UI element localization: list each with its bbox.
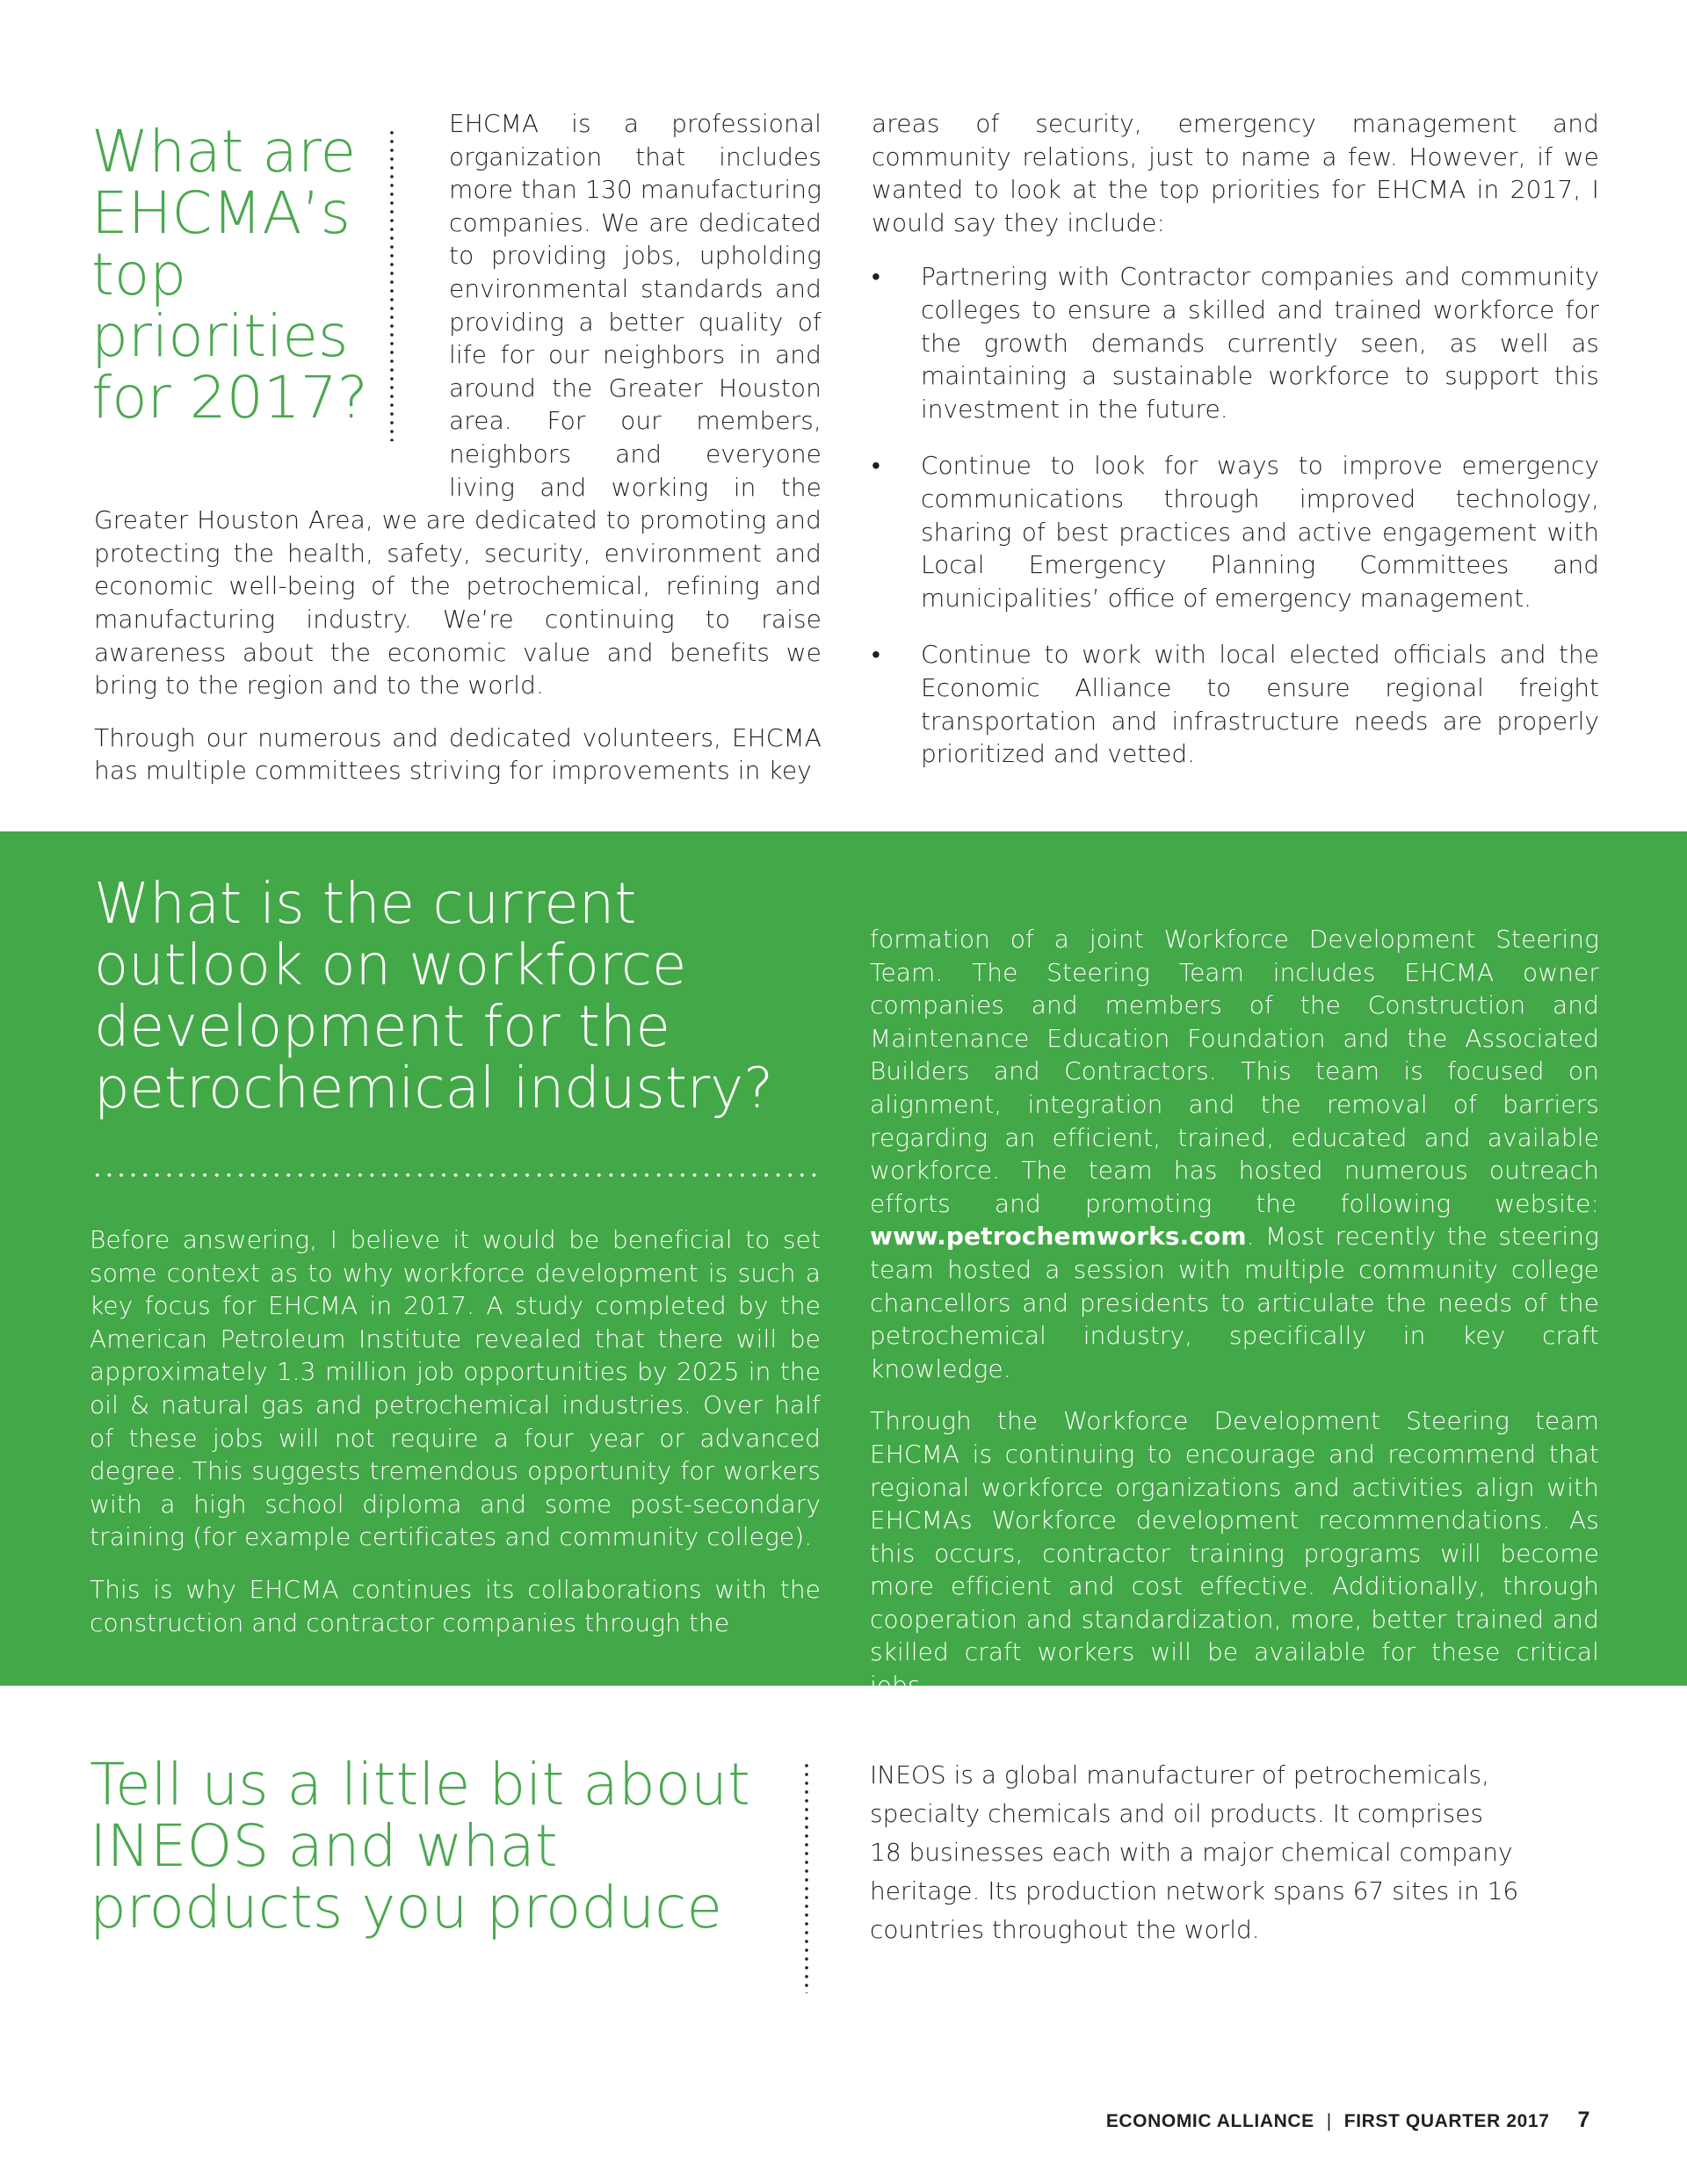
section3-answer: [870, 1756, 1555, 1949]
section2-paragraph-3: [870, 923, 1599, 1385]
section2-paragraph-1: Before answering, I believe it would be beneficial to set some context as to why workforce development is such a key focus for EHCMA in 2017. A study completed by the American Petroleum Institute revealed that there will be approximately 1.3 million job opportunities by 2025 in the oil & natural gas and petrochemical industries. Over half of these jobs will not require a four year or advanced degree. This suggests tremendous opportunity for workers with a high school diploma and some post-secondary training (for example certificates and community college).: [90, 1225, 821, 1552]
publication-name: ECONOMIC ALLIANCE: [1105, 2111, 1314, 2131]
section1-title: What are EHCMA’s top priorities for 2017?: [91, 118, 368, 432]
bullet-icon: •: [872, 451, 880, 481]
page-number: 7: [1577, 2108, 1590, 2132]
petrochemworks-link[interactable]: www.petrochemworks.com: [870, 1222, 1247, 1252]
bullet-icon: •: [872, 262, 880, 292]
section2-column-right: [870, 923, 1599, 1702]
paragraph-text: formation of a joint Workforce Development Steering Team. The Steering Team includes EHCMA owner companies and members of the Construction and Maintenance Education Foundation and the Associated Builders and Contractors. This team is focused on alignment, integration and the removal of barriers regarding an efficient, trained, educated and available workforce. The team has hosted numerous outreach efforts and promoting the following website:: [870, 925, 1599, 1218]
answer-line: heritage. Its production network spans 67 sites in 16: [870, 1876, 1519, 1905]
section2-column-left: [90, 1223, 821, 1639]
section2-paragraph-4: Through the Workforce Development Steering team EHCMA is continuing to encourage and recommend that regional workforce organizations and activities align with EHCMAs Workforce development recommendations. As this occurs, contractor training programs will become more efficient and cost effective. Additionally, through cooperation and standardization, more, better trained and skilled craft workers will be available for these critical jobs.: [870, 1406, 1599, 1701]
paragraph-text: . Most recently the steering team hosted a session with multiple community college chancellors and presidents to articulate the needs of the petrochemical industry, specifically in key craft knowledge.: [870, 1222, 1599, 1383]
bullet-icon: •: [872, 640, 880, 670]
list-item-text: Continue to look for ways to improve emergency communications through improved technology, sharing of best practices and active engagement with Local Emergency Planning Committees and municipalities’ office of emergency management.: [921, 451, 1599, 613]
answer-line: 18 businesses each with a major chemical company: [870, 1838, 1513, 1867]
section2-dotted-divider: [91, 1172, 821, 1178]
page-footer: [1106, 2108, 1590, 2133]
list-item-text: Continue to work with local elected officials and the Economic Alliance to ensure regional freight transportation and infrastructure needs are properly prioritized and vetted.: [921, 640, 1599, 769]
section1-column-left: [94, 107, 822, 787]
section3-title: Tell us a little bit about INEOS and what products you produce: [90, 1751, 750, 1941]
section1-column-right: [872, 107, 1599, 795]
list-item: [872, 638, 1599, 770]
title-wrap-spacer: [94, 107, 449, 496]
priorities-list: [872, 260, 1599, 770]
section2-title: What is the current outlook on workforce development for the petrochemical industry?: [94, 872, 774, 1121]
section3-vertical-divider: [805, 1761, 808, 1993]
answer-line: INEOS is a global manufacturer of petrochemicals,: [870, 1760, 1489, 1789]
footer-separator: |: [1326, 2111, 1332, 2131]
answer-line: specialty chemicals and oil products. It comprises: [870, 1799, 1484, 1828]
list-item-text: Partnering with Contractor companies and community colleges to ensure a skilled and trained workforce for the growth demands currently seen, as well as maintaining a sustainable workforce to support this investment in the future.: [921, 262, 1599, 424]
workforce-section-band: [0, 831, 1687, 1701]
list-item: [872, 260, 1599, 425]
section2-paragraph-2: This is why EHCMA continues its collaborations with the construction and contractor companies through the: [90, 1574, 821, 1637]
answer-line: countries throughout the world.: [870, 1915, 1260, 1944]
section1-paragraph-1: EHCMA is a professional organization that includes more than 130 manufacturing companies. We are dedicated to providing jobs, upholding environmental standards and providing a better quality of life for our neighbors in and around the Greater Houston area. For our members, neighbors and everyone living and working in the Greater Houston Area, we are dedicated to promoting and protecting the health, safety, security, environment and economic well-being of the petrochemical, refining and manufacturing industry. We’re continuing to raise awareness about the economic value and benefits we bring to the region and to the world.: [94, 109, 822, 700]
section1-paragraph-2: Through our numerous and dedicated volunteers, EHCMA has multiple committees striving for improvements in key: [94, 722, 822, 786]
issue-label: FIRST QUARTER 2017: [1343, 2111, 1550, 2131]
section1-priorities-intro: areas of security, emergency management and community relations, just to name a few. However, if we wanted to look at the top priorities for EHCMA in 2017, I would say they include:: [872, 109, 1599, 237]
list-item: [872, 449, 1599, 614]
